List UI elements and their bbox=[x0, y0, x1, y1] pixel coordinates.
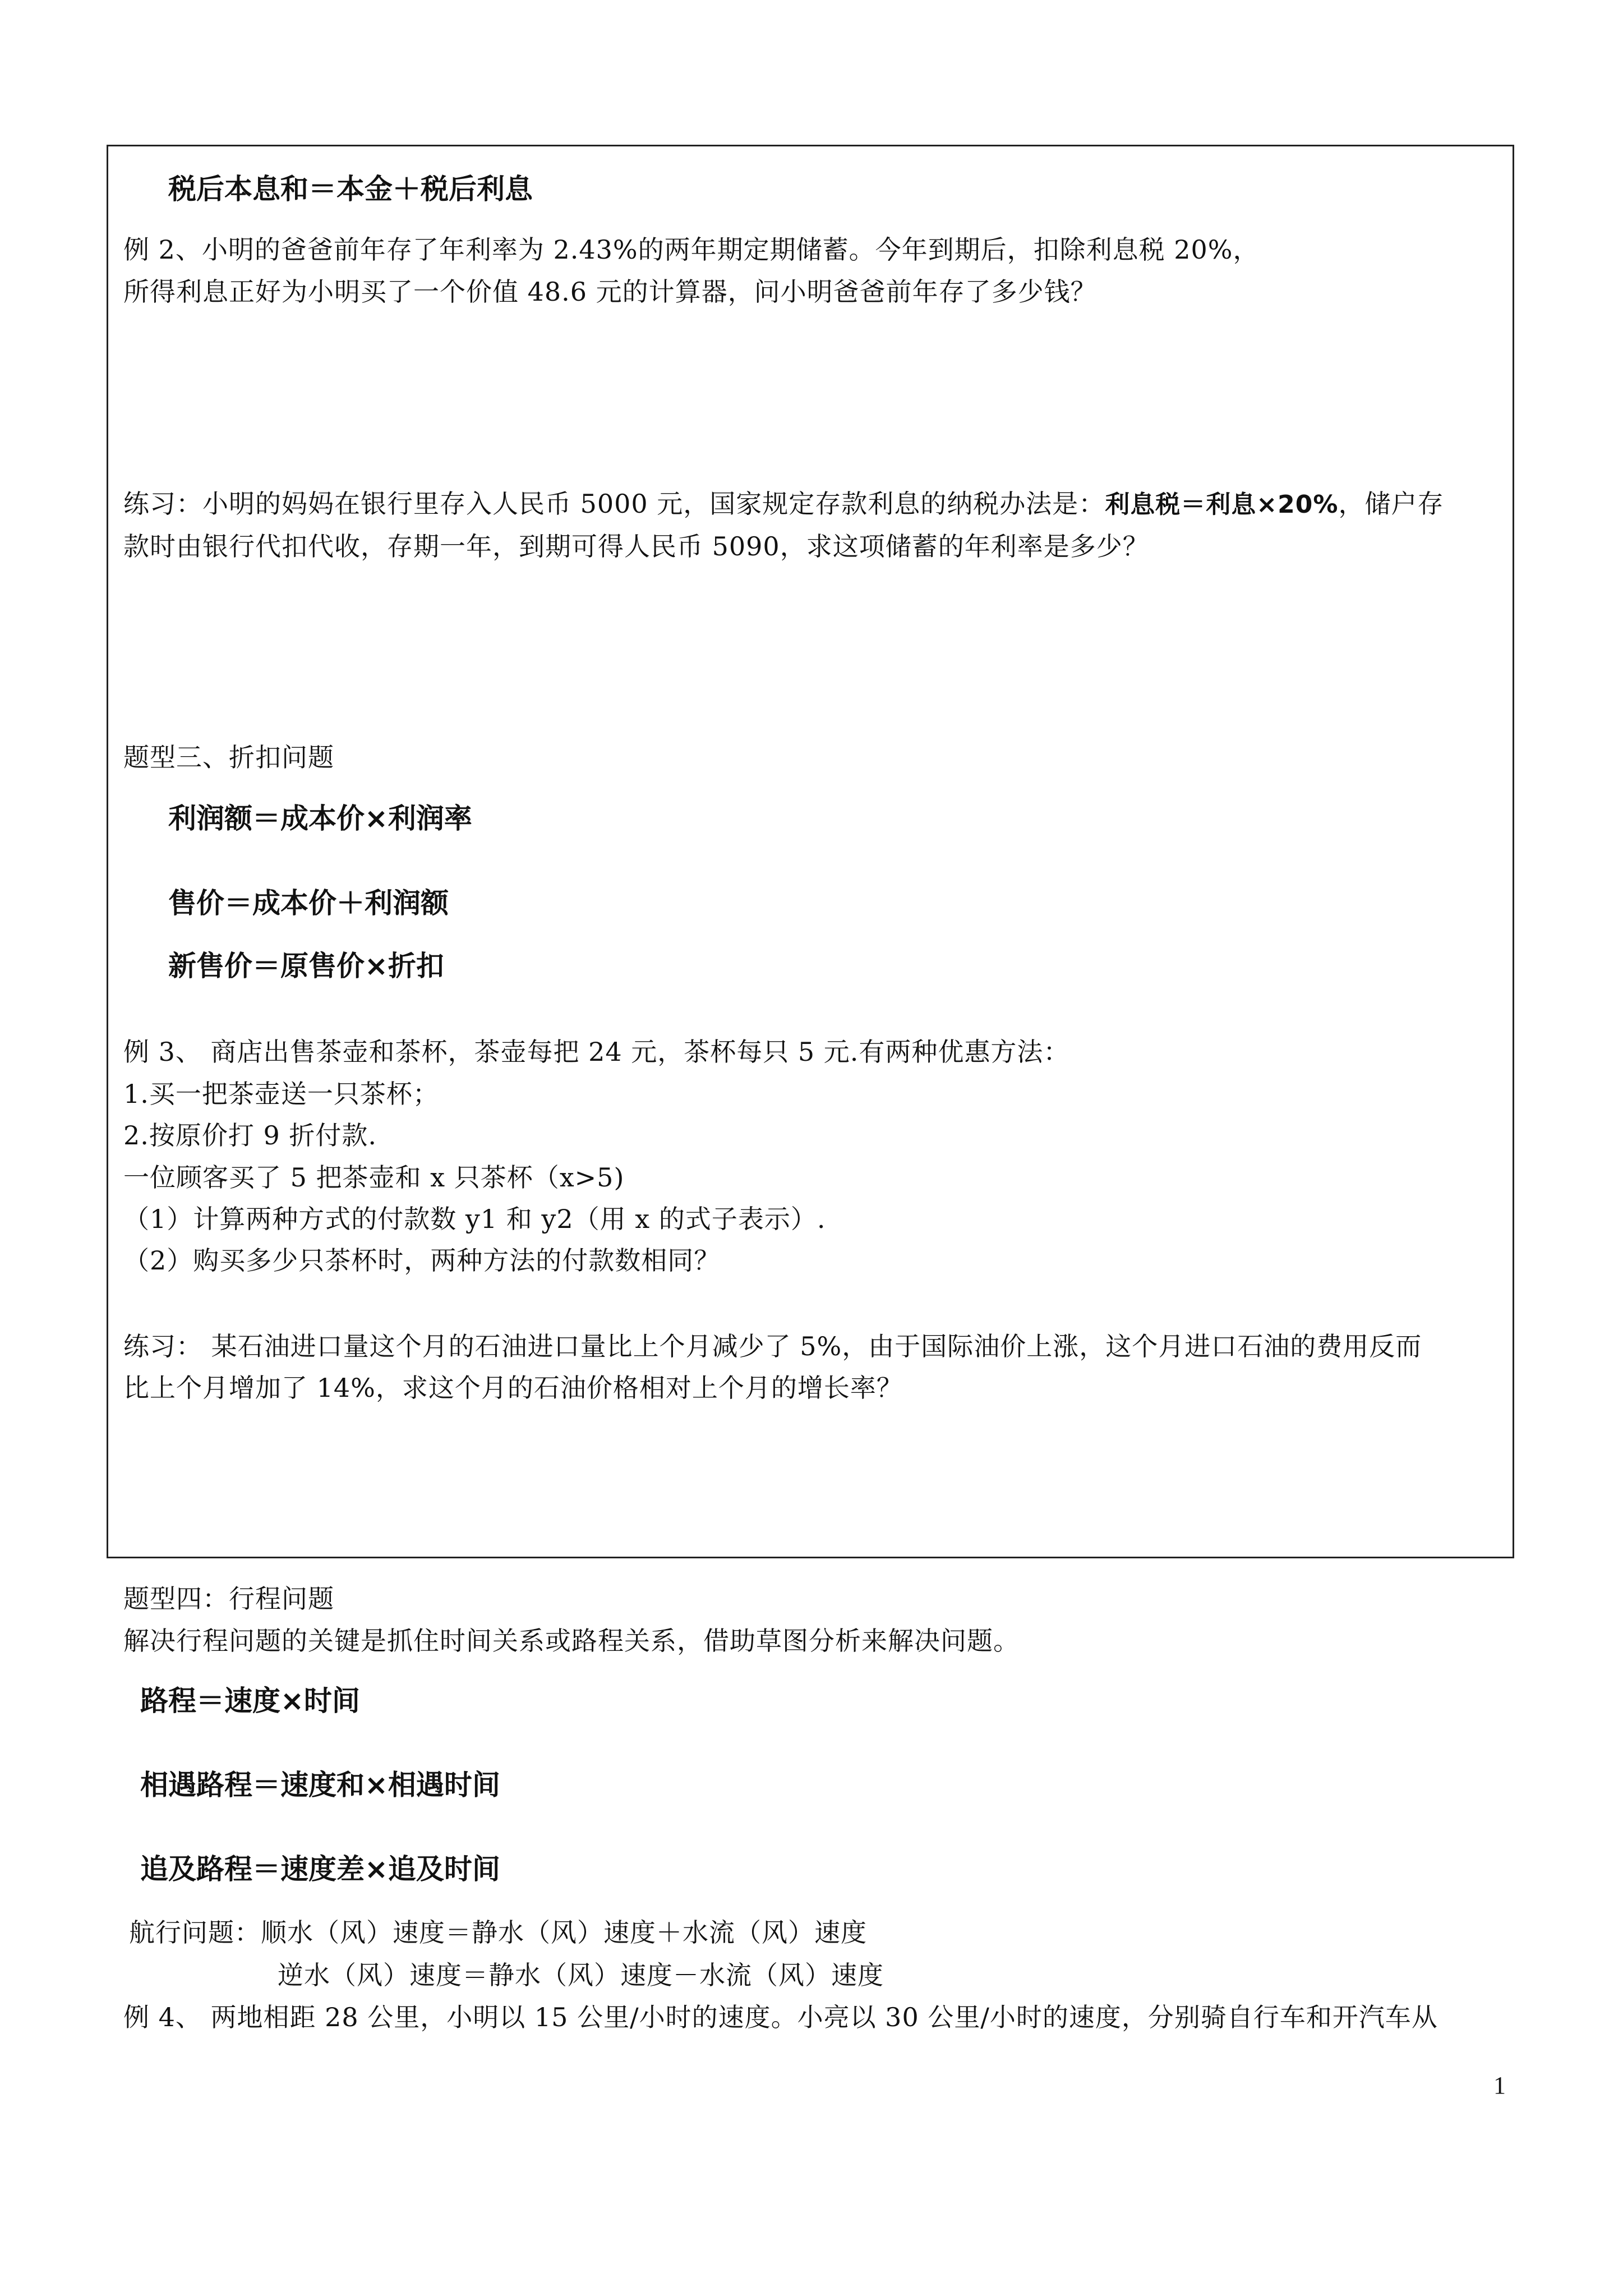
example-3-line-1: 例 3、 商店出售茶壶和茶杯，茶壶每把 24 元，茶杯每只 5 元.有两种优惠方法： bbox=[123, 1037, 1070, 1067]
formula-price: 售价＝成本价＋利润额 bbox=[168, 887, 449, 919]
example-2-line-1: 例 2、小明的爸爸前年存了年利率为 2.43%的两年期定期储蓄。今年到期后，扣除利息税 20%， bbox=[123, 234, 1260, 265]
formula-meet: 相遇路程＝速度和×相遇时间 bbox=[140, 1769, 500, 1801]
type-3-heading: 题型三、折扣问题 bbox=[123, 742, 334, 772]
example-3-line-6: （2）购买多少只茶杯时，两种方法的付款数相同？ bbox=[123, 1245, 721, 1276]
navigation-line-1: 航行问题：顺水（风）速度＝静水（风）速度＋水流（风）速度 bbox=[129, 1917, 867, 1948]
type-4-intro: 解决行程问题的关键是抓住时间关系或路程关系，借助草图分析来解决问题。 bbox=[123, 1626, 1020, 1656]
practice-1-line-1 bbox=[123, 487, 1444, 522]
formula-after-tax-total: 税后本息和＝本金＋税后利息 bbox=[168, 173, 533, 205]
practice-2-line-1: 练习： 某石油进口量这个月的石油进口量比上个月减少了 5%，由于国际油价上涨，这个月进口石油的费用反而 bbox=[123, 1331, 1422, 1361]
formula-profit: 利润额＝成本价×利润率 bbox=[168, 802, 472, 835]
example-3-line-3: 2.按原价打 9 折付款. bbox=[123, 1120, 377, 1151]
practice-1-text-end: ，储户存 bbox=[1338, 489, 1444, 519]
example-3-line-4: 一位顾客买了 5 把茶壶和 x 只茶杯（x>5) bbox=[123, 1162, 625, 1193]
practice-1-line-2: 款时由银行代扣代收，存期一年，到期可得人民币 5090，求这项储蓄的年利率是多少？ bbox=[123, 531, 1149, 562]
example-2-line-2: 所得利息正好为小明买了一个价值 48.6 元的计算器，问小明爸爸前年存了多少钱？ bbox=[123, 277, 1097, 307]
practice-2-line-2: 比上个月增加了 14%，求这个月的石油价格相对上个月的增长率？ bbox=[123, 1373, 903, 1403]
navigation-line-2: 逆水（风）速度＝静水（风）速度－水流（风）速度 bbox=[278, 1960, 884, 1990]
example-3-line-2: 1.买一把茶壶送一只茶杯； bbox=[123, 1079, 439, 1109]
interest-tax-formula: 利息税＝利息×20% bbox=[1105, 490, 1339, 519]
page-number: 1 bbox=[1493, 2072, 1506, 2099]
formula-distance: 路程＝速度×时间 bbox=[140, 1685, 360, 1717]
example-4-line-1: 例 4、 两地相距 28 公里，小明以 15 公里/小时的速度。小亮以 30 公里/小时的速度，分别骑自行车和开汽车从 bbox=[123, 2002, 1438, 2032]
type-4-heading: 题型四：行程问题 bbox=[123, 1584, 334, 1614]
practice-1-text: 练习：小明的妈妈在银行里存入人民币 5000 元，国家规定存款利息的纳税办法是： bbox=[123, 489, 1105, 519]
formula-chase: 追及路程＝速度差×追及时间 bbox=[140, 1853, 500, 1885]
example-3-line-5: （1）计算两种方式的付款数 y1 和 y2（用 x 的式子表示）. bbox=[123, 1204, 826, 1234]
formula-new-price: 新售价＝原售价×折扣 bbox=[168, 950, 444, 982]
